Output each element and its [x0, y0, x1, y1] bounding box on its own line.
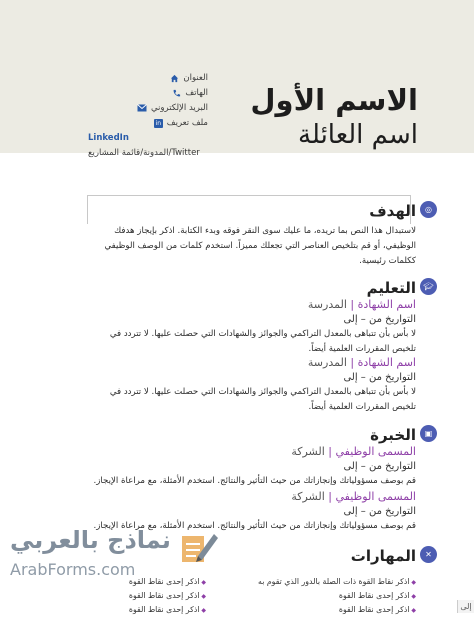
degree-name: اسم الشهادة: [357, 298, 416, 311]
job-title: المسمى الوظيفي: [335, 490, 416, 503]
job-title: المسمى الوظيفي: [335, 445, 416, 458]
experience-entry-1-dates[interactable]: التواريخ من – إلى: [343, 461, 416, 472]
education-entry-2-text[interactable]: [110, 385, 416, 415]
separator: |: [350, 356, 355, 369]
name-block: [250, 82, 418, 152]
skill-item: ◆ اذكر إحدى نقاط القوة: [129, 589, 206, 603]
experience-entry-1-heading[interactable]: [291, 444, 416, 460]
linkedin-brand: LinkedIn: [88, 133, 129, 143]
objective-selection-box: [87, 195, 411, 224]
objective-line-1: لاستبدال هذا النص بما تريده، ما عليك سوى النقر فوقه وبدء الكتابة. اذكر بإيجاز هدفك: [114, 226, 416, 236]
experience-entry-2-dates[interactable]: التواريخ من – إلى: [343, 506, 416, 517]
edu2-line-1: لا بأس بأن تتباهى بالمعدل التراكمي والجوائز والشهادات التي حصلت عليها. لا تتردد في: [109, 387, 416, 397]
watermark: [10, 526, 220, 582]
contact-links[interactable]: [88, 146, 208, 161]
contact-list: [88, 71, 208, 161]
address-label: العنوان: [183, 73, 208, 83]
skill-item: ◆ اذكر إحدى نقاط القوة: [258, 603, 416, 617]
exp2-line-1: قم بوصف مسؤولياتك وإنجازاتك من حيث التأثير والنتائج. استخدم الأمثلة، مع مراعاة الإيجاز.: [93, 521, 416, 531]
linkedin-label: ملف تعريف: [166, 118, 208, 128]
school-name: المدرسة: [307, 356, 347, 369]
target-icon: ◎: [420, 201, 437, 218]
links-label: Twitter/المدونة/قائمة المشاريع: [88, 148, 200, 158]
skill-item: ◆ اذكر إحدى نقاط القوة: [129, 603, 206, 617]
home-icon: [170, 74, 179, 83]
graduation-cap-icon: 🎓︎: [420, 278, 437, 295]
watermark-url: ArabForms.com: [10, 560, 136, 579]
edu2-line-2: تلخيص المقررات العلمية أيضاً.: [308, 402, 416, 412]
last-name[interactable]: اسم العائلة: [298, 120, 418, 150]
contact-phone[interactable]: [88, 86, 208, 101]
skill-item: ◆ اذكر نقاط القوة ذات الصلة بالدور الذي تقوم به: [258, 575, 416, 589]
corner-tab[interactable]: إلى: [457, 600, 474, 613]
envelope-icon: [138, 104, 147, 113]
objective-line-2: الوظيفي، أو قم بتلخيص العناصر التي تجعلك مميزاً. استخدم كلمات من الوصف الوظيفي: [104, 241, 416, 251]
skills-title[interactable]: المهارات: [350, 547, 416, 565]
experience-title[interactable]: الخبرة: [370, 426, 416, 444]
edu1-line-1: لا بأس بأن تتباهى بالمعدل التراكمي والجوائز والشهادات التي حصلت عليها. لا تتردد في: [109, 329, 416, 339]
watermark-text: نماذج بالعربي: [10, 526, 171, 554]
education-entry-2-dates[interactable]: التواريخ من – إلى: [343, 372, 416, 383]
skill-item: ◆ اذكر إحدى نقاط القوة: [129, 575, 206, 589]
company-name: الشركة: [291, 490, 325, 503]
separator: |: [350, 298, 355, 311]
tools-icon: ✕: [420, 546, 437, 563]
education-title[interactable]: التعليم: [366, 279, 416, 297]
experience-entry-2-heading[interactable]: [291, 489, 416, 505]
degree-name: اسم الشهادة: [357, 356, 416, 369]
pencil-logo-icon: [180, 526, 220, 566]
phone-icon: [172, 89, 181, 98]
separator: |: [328, 490, 332, 503]
contact-linkedin-brand: [88, 131, 208, 146]
objective-text[interactable]: [104, 224, 416, 269]
first-name[interactable]: الاسم الأول: [250, 83, 418, 117]
objective-title[interactable]: الهدف: [369, 202, 416, 220]
skills-column-1[interactable]: [258, 575, 416, 617]
contact-linkedin[interactable]: [88, 116, 208, 131]
skill-item: ◆ اذكر إحدى نقاط القوة: [258, 589, 416, 603]
education-entry-2-heading[interactable]: [308, 355, 416, 371]
education-entry-1-heading[interactable]: [308, 297, 416, 313]
email-label: البريد الإلكتروني: [150, 103, 208, 113]
linkedin-icon: in: [155, 120, 162, 127]
experience-entry-1-text[interactable]: [94, 474, 416, 489]
school-name: المدرسة: [307, 298, 347, 311]
contact-email[interactable]: [88, 101, 208, 116]
phone-label: الهاتف: [185, 88, 208, 98]
separator: |: [328, 445, 332, 458]
education-entry-1-dates[interactable]: التواريخ من – إلى: [343, 314, 416, 325]
edu1-line-2: تلخيص المقررات العلمية أيضاً.: [308, 344, 416, 354]
company-name: الشركة: [291, 445, 325, 458]
contact-address[interactable]: [88, 71, 208, 86]
objective-line-3: ككلمات رئيسية.: [359, 256, 416, 266]
exp1-line-1: قم بوصف مسؤولياتك وإنجازاتك من حيث التأثير والنتائج. استخدم الأمثلة، مع مراعاة الإيجاز.: [93, 476, 416, 486]
briefcase-icon: ▣: [420, 425, 437, 442]
education-entry-1-text[interactable]: [110, 327, 416, 357]
